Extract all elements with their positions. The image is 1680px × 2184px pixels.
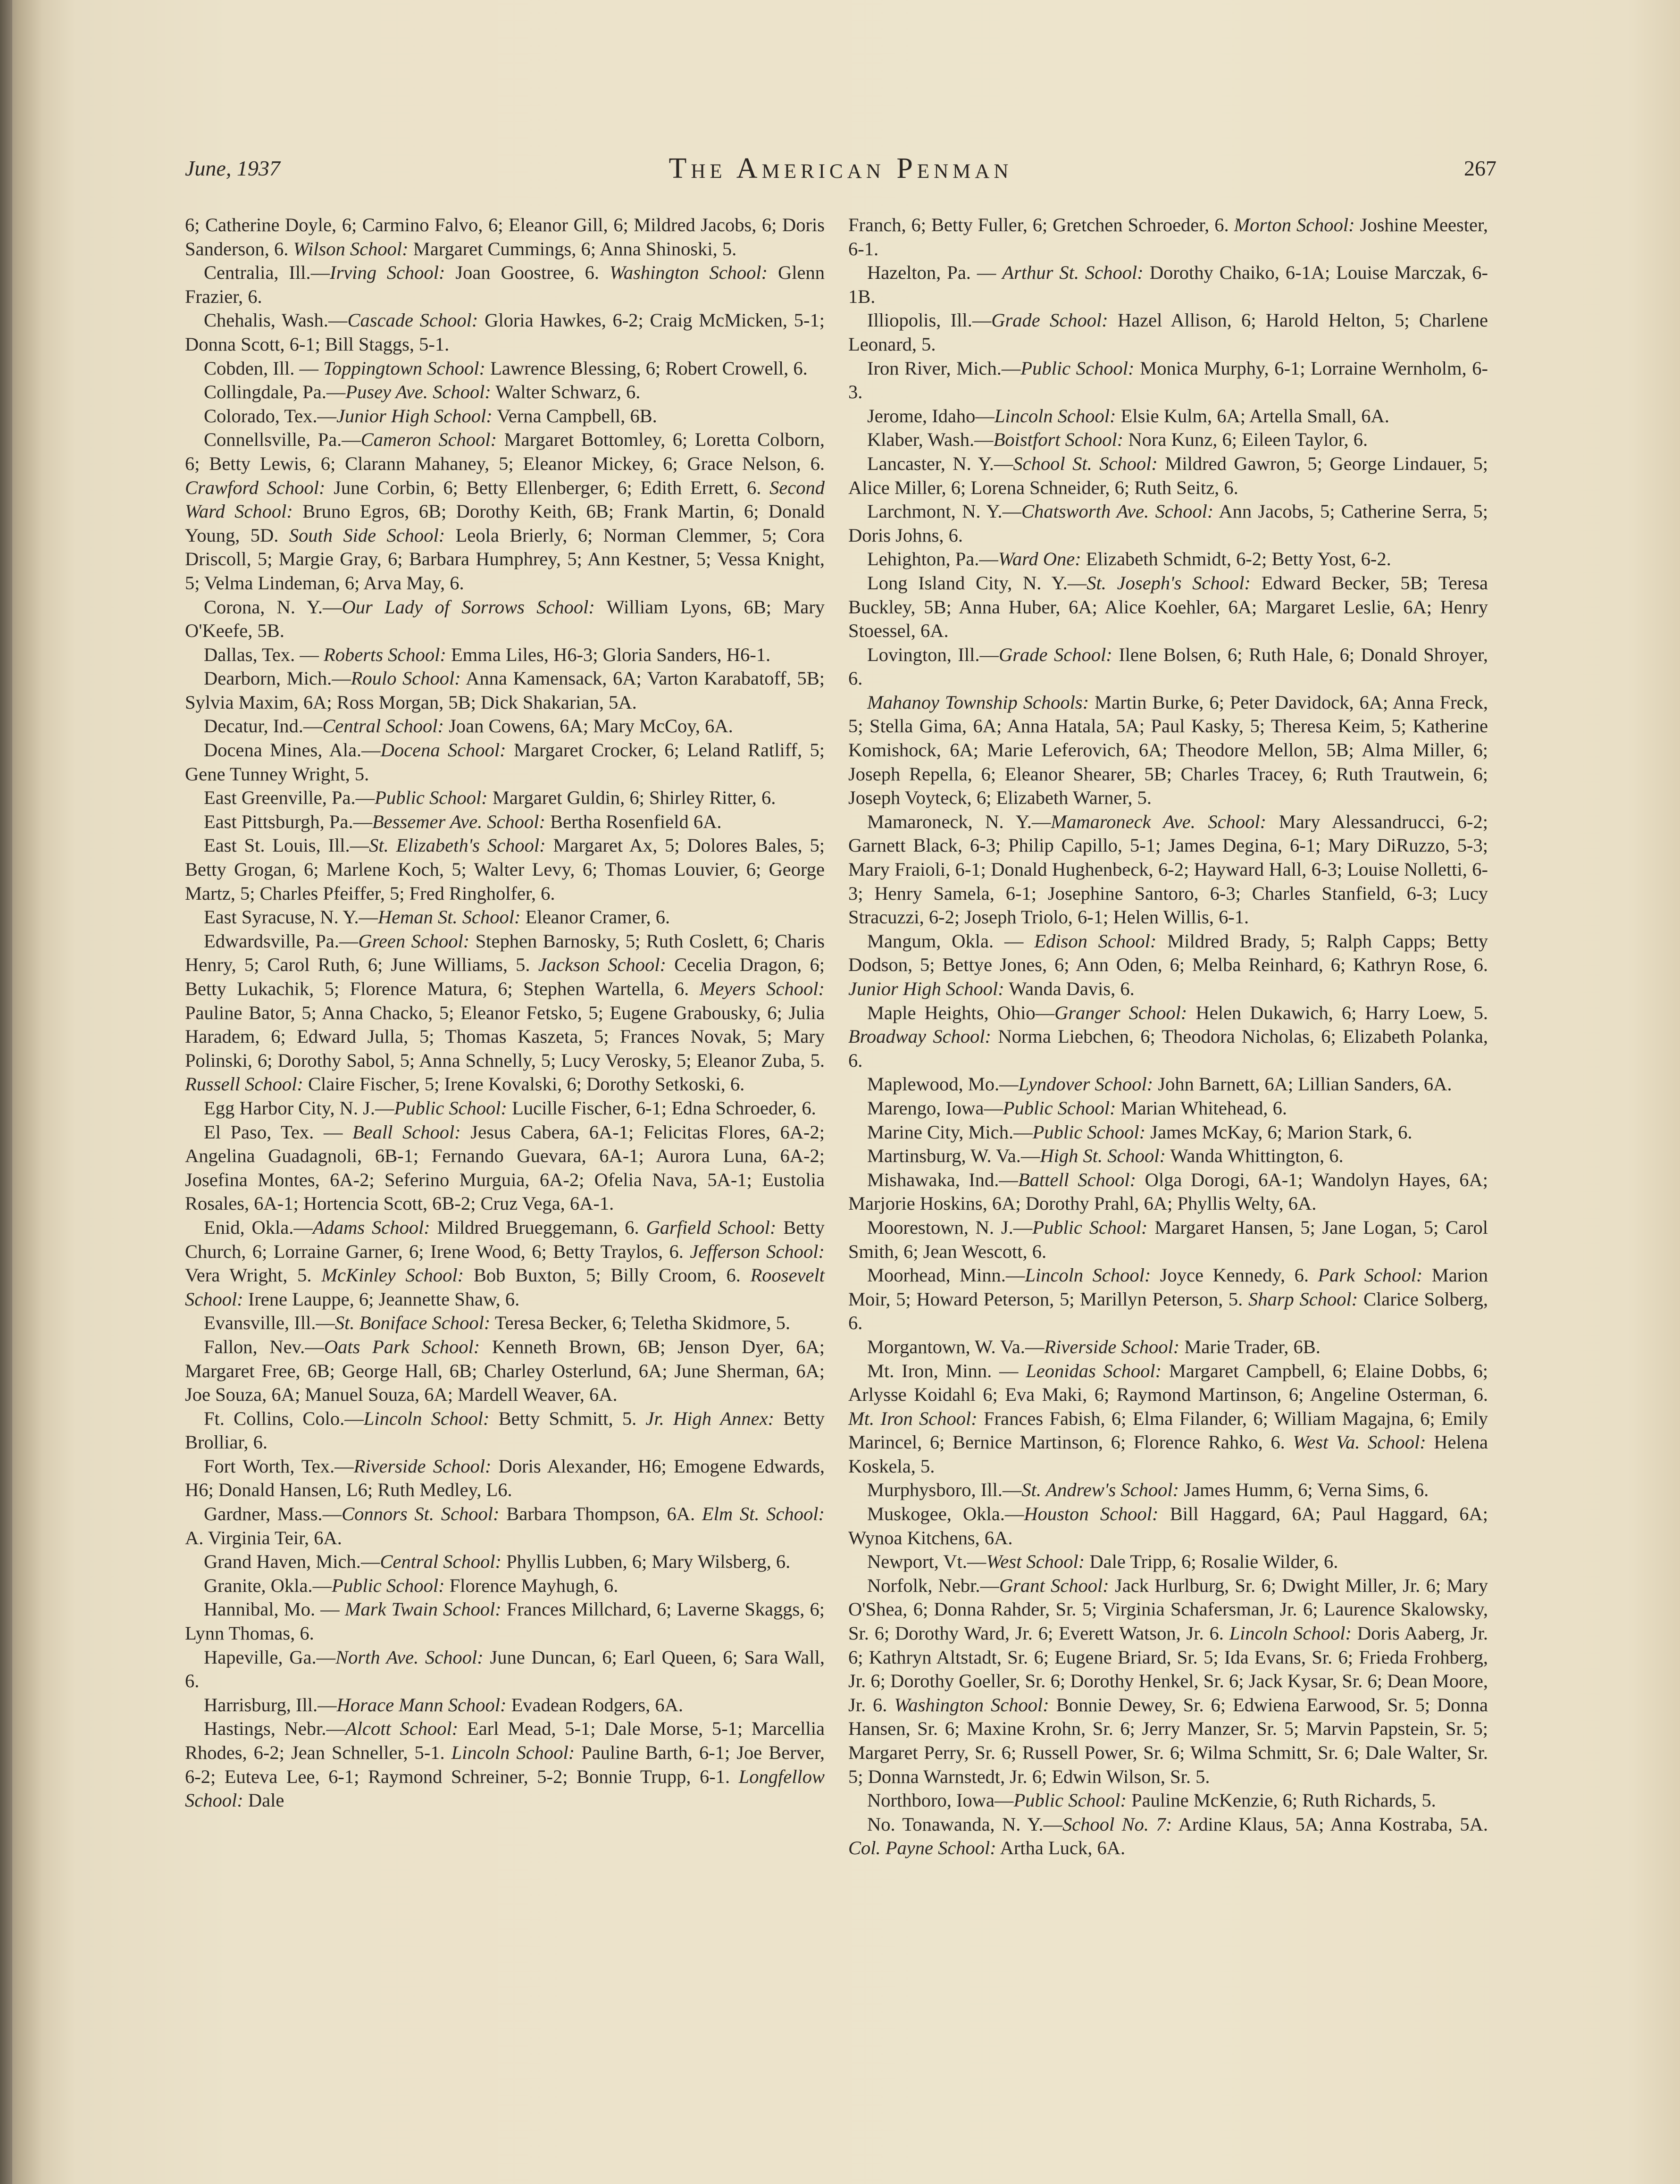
entry-text: Ilene Bolsen, 6; Ruth Hale, 6; Donald Shroyer, 6.	[848, 644, 1488, 689]
roster-entry	[848, 1574, 1488, 1789]
entry-text: Edward Becker, 5B; Teresa Buckley, 5B; Anna Huber, 6A; Alice Koehler, 6A; Margaret Leslie, 6A; Henry Stoessel, 6A.	[848, 572, 1488, 642]
roster-entry	[848, 357, 1488, 404]
entry-text: Jerome, Idaho—	[867, 405, 995, 427]
roster-entry	[848, 643, 1488, 691]
entry-text: Joyce Kennedy, 6.	[1151, 1264, 1318, 1286]
school-name: Beall School:	[352, 1121, 461, 1143]
school-name: St. Andrew's School:	[1021, 1479, 1179, 1501]
school-name: Chatsworth Ave. School:	[1021, 501, 1214, 522]
school-name: Morton School:	[1234, 214, 1355, 235]
entry-text: Eleanor Cramer, 6.	[520, 906, 670, 928]
roster-entry	[848, 1813, 1488, 1860]
entry-text: Long Island City, N. Y.—	[867, 572, 1087, 594]
school-name: Central School:	[322, 715, 444, 737]
entry-text: James McKay, 6; Marion Stark, 6.	[1145, 1121, 1413, 1143]
entry-text: Clarice Solberg, 6.	[848, 1288, 1488, 1334]
entry-text: Mangum, Okla. —	[867, 930, 1035, 952]
entry-text: Florence Mayhugh, 6.	[444, 1574, 619, 1596]
entry-text: June Duncan, 6; Earl Queen, 6; Sara Wall, 6.	[185, 1646, 825, 1692]
school-name: Lincoln School:	[363, 1407, 490, 1429]
school-name: Connors St. School:	[342, 1503, 500, 1525]
school-name: Roberts School:	[324, 644, 446, 665]
school-name: Lincoln School:	[1025, 1264, 1151, 1286]
entry-text: Moorestown, N. J.—	[867, 1216, 1033, 1238]
entry-text: Iron River, Mich.—	[867, 357, 1021, 379]
entry-text: Vera Wright, 5.	[185, 1264, 322, 1286]
entry-text: Cobden, Ill. —	[204, 357, 324, 379]
entry-text: Maple Heights, Ohio—	[867, 1002, 1055, 1023]
school-name: Washington School:	[894, 1694, 1049, 1715]
roster-entry	[848, 452, 1488, 500]
school-name: High St. School:	[1040, 1145, 1166, 1167]
school-name: Green School:	[358, 930, 470, 952]
entry-text: Frances Millchard, 6; Laverne Skaggs, 6; Lynn Thomas, 6.	[185, 1598, 825, 1644]
entry-text: Doris Aaberg, Jr. 6; Kathryn Altstadt, Sr. 6; Eugene Briard, Sr. 5; Ida Evans, Sr. 6; Frieda Frohberg, Jr. 6; Dorothy Goeller, Sr. 6; Dorothy Henkel, Sr. 6; Jack Kysar, Sr. 6; Dean Moore, Jr. 6.	[848, 1623, 1488, 1715]
entry-text: June Corbin, 6; Betty Ellenberger, 6; Edith Errett, 6.	[325, 477, 770, 498]
entry-text: Cecelia Dragon, 6; Betty Lukachik, 5; Florence Matura, 6; Stephen Wartella, 6.	[185, 954, 825, 999]
entry-text: Hazelton, Pa. —	[867, 262, 1003, 284]
roster-entry	[848, 547, 1488, 571]
roster-entry	[185, 1717, 825, 1812]
entry-text: Marie Trader, 6B.	[1179, 1336, 1321, 1357]
entry-text: Monica Murphy, 6-1; Lorraine Wernholm, 6-3.	[848, 357, 1488, 403]
school-name: Central School:	[380, 1551, 502, 1573]
entry-text: Franch, 6; Betty Fuller, 6; Gretchen Schroeder, 6.	[848, 214, 1234, 235]
entry-text: Kenneth Brown, 6B; Jenson Dyer, 6A; Margaret Free, 6B; George Hall, 6B; Charley Osterlund, 6A; June Sherman, 6A; Joe Souza, 6A; Manuel Souza, 6A; Mardell Weaver, 6A.	[185, 1336, 825, 1406]
roster-entry	[185, 1455, 825, 1502]
entry-text: Walter Schwarz, 6.	[491, 381, 641, 403]
entry-text: Elsie Kulm, 6A; Artella Small, 6A.	[1116, 405, 1389, 427]
entry-text: Emma Liles, H6-3; Gloria Sanders, H6-1.	[446, 644, 771, 665]
entry-text: Ardine Klaus, 5A; Anna Kostraba, 5A.	[1172, 1813, 1488, 1835]
entry-text: Illiopolis, Ill.—	[867, 310, 992, 331]
school-name: Our Lady of Sorrows School:	[342, 596, 595, 618]
entry-text: Pauline McKenzie, 6; Ruth Richards, 5.	[1127, 1790, 1436, 1811]
entry-text: Lawrence Blessing, 6; Robert Crowell, 6.	[485, 357, 808, 379]
school-name: Grant School:	[999, 1574, 1109, 1596]
roster-entry	[848, 1096, 1488, 1121]
school-name: Meyers School:	[699, 978, 825, 999]
entry-text: A. Virginia Teir, 6A.	[185, 1527, 342, 1548]
school-name: Irving School:	[330, 262, 445, 284]
roster-entry	[185, 810, 825, 834]
entry-text: James Humm, 6; Verna Sims, 6.	[1179, 1479, 1429, 1501]
entry-text: Mildred Gawron, 5; George Lindauer, 5; Alice Miller, 6; Lorena Schneider, 6; Ruth Seitz, 6.	[848, 452, 1488, 498]
school-name: Col. Payne School:	[848, 1837, 996, 1859]
roster-entry	[185, 428, 825, 595]
journal-title: The American Penman	[669, 152, 1013, 184]
entry-text: Newport, Vt.—	[867, 1551, 986, 1573]
entry-text: Teresa Becker, 6; Teletha Skidmore, 5.	[490, 1312, 791, 1334]
school-name: Garfield School:	[646, 1216, 777, 1238]
entry-text: Earl Mead, 5-1; Dale Morse, 5-1; Marcellia Rhodes, 6-2; Jean Schneller, 5-1.	[185, 1718, 825, 1763]
school-name: Mamaroneck Ave. School:	[1051, 811, 1267, 832]
school-name: Park School:	[1318, 1264, 1423, 1286]
roster-entry	[848, 1144, 1488, 1168]
school-name: St. Joseph's School:	[1087, 572, 1251, 594]
entry-text: Joshine Meester, 6-1.	[848, 214, 1488, 259]
school-name: Houston School:	[1024, 1503, 1159, 1525]
roster-entry	[185, 667, 825, 714]
roster-entry	[848, 1335, 1488, 1359]
roster-entry	[185, 1121, 825, 1216]
roster-entry	[848, 213, 1488, 261]
entry-text: Dale Tripp, 6; Rosalie Wilder, 6.	[1085, 1551, 1338, 1573]
school-name: Junior High School:	[848, 978, 1004, 999]
school-name: Bessemer Ave. School:	[372, 811, 546, 832]
roster-entry	[185, 1646, 825, 1693]
school-name: Public School:	[394, 1097, 508, 1119]
roster-entry	[848, 1001, 1488, 1073]
roster-entry	[185, 1407, 825, 1455]
entry-text: Glenn Frazier, 6.	[185, 262, 825, 307]
entry-text: Marengo, Iowa—	[867, 1097, 1003, 1119]
entry-text: Pauline Bator, 5; Anna Chacko, 5; Eleanor Fetsko, 5; Eugene Grabousky, 6; Julia Haradem, 6; Edward Julla, 5; Thomas Kaszeta, 5; Frances Novak, 5; Mary Polinski, 6; Dorothy Sabol, 5; Anna Schnelly, 5; Lucy Verosky, 5; Eleanor Zuba, 5.	[185, 1002, 825, 1071]
entry-text: Ann Jacobs, 5; Catherine Serra, 5; Doris Johns, 6.	[848, 501, 1488, 546]
entry-text: Hastings, Nebr.—	[204, 1718, 345, 1740]
entry-text: Mt. Iron, Minn. —	[867, 1360, 1026, 1381]
entry-text: Stephen Barnosky, 5; Ruth Coslett, 6; Charis Henry, 5; Carol Ruth, 6; June Williams, 5.	[185, 930, 825, 976]
entry-text: Joan Goostree, 6.	[445, 262, 610, 284]
roster-entry	[848, 1264, 1488, 1335]
roster-entry	[185, 905, 825, 929]
school-name: Lyndover School:	[1018, 1073, 1153, 1095]
roster-entry	[185, 834, 825, 905]
school-name: Public School:	[1032, 1121, 1146, 1143]
school-name: Public School:	[1020, 357, 1135, 379]
entry-text: Dale	[243, 1790, 284, 1811]
school-name: Pusey Ave. School:	[345, 381, 491, 403]
entry-text: Harrisburg, Ill.—	[204, 1694, 337, 1715]
roster-entry	[185, 1096, 825, 1121]
entry-text: No. Tonawanda, N. Y.—	[867, 1813, 1062, 1835]
school-name: Mt. Iron School:	[848, 1407, 978, 1429]
roster-entry	[185, 786, 825, 810]
school-name: North Ave. School:	[335, 1646, 484, 1668]
school-name: Longfellow School:	[185, 1766, 825, 1811]
school-name: West School:	[986, 1551, 1085, 1573]
entry-text: Hazel Allison, 6; Harold Helton, 5; Charlene Leonard, 5.	[848, 310, 1488, 355]
roster-entry	[848, 1121, 1488, 1145]
school-name: Edison School:	[1034, 930, 1157, 952]
entry-text: Wanda Davis, 6.	[1004, 978, 1135, 999]
entry-text: Evadean Rodgers, 6A.	[506, 1694, 684, 1715]
roster-entry	[848, 1478, 1488, 1502]
roster-entry	[848, 1502, 1488, 1550]
entry-text: Norfolk, Nebr.—	[867, 1574, 999, 1596]
entry-text: Mishawaka, Ind.—	[867, 1169, 1018, 1190]
entry-text: Chehalis, Wash.—	[204, 310, 348, 331]
entry-text: Connellsville, Pa.—	[204, 429, 361, 451]
school-name: Russell School:	[185, 1073, 303, 1095]
entry-text: Decatur, Ind.—	[204, 715, 323, 737]
roster-entry	[848, 571, 1488, 643]
entry-text: Helena Koskela, 5.	[848, 1431, 1488, 1477]
roster-entry	[848, 428, 1488, 452]
school-name: Broadway School:	[848, 1026, 992, 1047]
roster-entry	[185, 404, 825, 428]
school-name: Adams School:	[312, 1216, 430, 1238]
school-name: Lincoln School:	[994, 405, 1116, 427]
entry-text: Ft. Collins, Colo.—	[204, 1407, 364, 1429]
school-name: South Side School:	[289, 524, 445, 546]
school-name: Leonidas School:	[1026, 1360, 1162, 1381]
entry-text: John Barnett, 6A; Lillian Sanders, 6A.	[1153, 1073, 1452, 1095]
roster-entry	[185, 738, 825, 786]
entry-text: Mildred Brady, 5; Ralph Capps; Betty Dodson, 5; Bettye Jones, 6; Ann Oden, 6; Melba Reinhard, 6; Kathryn Rose, 6.	[848, 930, 1488, 976]
entry-text: Collingdale, Pa.—	[204, 381, 346, 403]
entry-text: Docena Mines, Ala.—	[204, 739, 381, 761]
entry-text: Enid, Okla.—	[204, 1216, 313, 1238]
entry-text: Verna Campbell, 6B.	[492, 405, 657, 427]
entry-text: Helen Dukawich, 6; Harry Loew, 5.	[1187, 1002, 1488, 1023]
entry-text: Gloria Hawkes, 6-2; Craig McMicken, 5-1; Donna Scott, 6-1; Bill Staggs, 5-1.	[185, 310, 825, 355]
school-name: Horace Mann School:	[336, 1694, 507, 1715]
roster-entry	[185, 714, 825, 738]
roster-entry	[185, 1598, 825, 1645]
roster-entry	[185, 1502, 825, 1550]
entry-text: Mildred Brueggemann, 6.	[430, 1216, 646, 1238]
entry-text: Grand Haven, Mich.—	[204, 1551, 380, 1573]
entry-text: Leola Brierly, 6; Norman Clemmer, 5; Cora Driscoll, 5; Margie Gray, 6; Barbara Humphrey, 5; Ann Kestner, 5; Vessa Knight, 5; Velma Lindeman, 6; Arva May, 6.	[185, 524, 825, 594]
entry-text: Olga Dorogi, 6A-1; Wandolyn Hayes, 6A; Marjorie Hoskins, 6A; Dorothy Prahl, 6A; Phyllis Welty, 6A.	[848, 1169, 1488, 1214]
roster-entry	[185, 357, 825, 381]
roster-entry	[185, 213, 825, 261]
entry-text: Granite, Okla.—	[204, 1574, 332, 1596]
school-name: Washington School:	[609, 262, 768, 284]
page-number: 267	[1464, 156, 1496, 180]
entry-text: Margaret Bottomley, 6; Loretta Colborn, 6; Betty Lewis, 6; Clarann Mahaney, 5; Eleanor Mickey, 6; Grace Nelson, 6.	[185, 429, 825, 474]
entry-text: Mary Alessandrucci, 6-2; Garnett Black, 6-3; Philip Capillo, 5-1; James Degina, 6-1; Mary DiRuzzo, 5-3; Mary Fraioli, 6-1; Donald Hughenbeck, 6-2; Hayward Hall, 6-3; Louise Nolletti, 6-3; Henry Samela, 6-1; Josephine Santoro, 6-3; Charles Stanfield, 6-3; Lucy Stracuzzi, 6-2; Joseph Triolo, 6-1; Helen Willis, 6-1.	[848, 811, 1488, 928]
entry-text: Norma Liebchen, 6; Theodora Nicholas, 6; Elizabeth Polanka, 6.	[848, 1026, 1488, 1071]
entry-text: Lehighton, Pa.—	[867, 548, 998, 570]
entry-text: Doris Alexander, H6; Emogene Edwards, H6; Donald Hansen, L6; Ruth Medley, L6.	[185, 1455, 825, 1501]
roster-entry	[185, 1335, 825, 1407]
entry-text: Martinsburg, W. Va.—	[867, 1145, 1040, 1167]
entry-text: Fallon, Nev.—	[204, 1336, 324, 1357]
text-column-left	[185, 213, 825, 1813]
running-header	[185, 152, 1496, 190]
entry-text: Margaret Crocker, 6; Leland Ratliff, 5; Gene Tunney Wright, 5.	[185, 739, 825, 785]
school-name: Elm St. School:	[702, 1503, 825, 1525]
roster-entry	[848, 1072, 1488, 1096]
entry-text: Egg Harbor City, N. J.—	[204, 1097, 394, 1119]
school-name: Roosevelt School:	[185, 1264, 825, 1310]
school-name: Junior High School:	[336, 405, 493, 427]
roster-entry	[848, 691, 1488, 810]
roster-entry	[848, 929, 1488, 1001]
entry-text: William Lyons, 6B; Mary O'Keefe, 5B.	[185, 596, 825, 642]
school-name: Public School:	[1003, 1097, 1116, 1119]
school-name: Jr. High Annex:	[645, 1407, 775, 1429]
entry-text: Betty Schmitt, 5.	[489, 1407, 646, 1429]
entry-text: Lovington, Ill.—	[867, 644, 999, 665]
school-name: Jefferson School:	[690, 1240, 825, 1262]
entry-text: Claire Fischer, 5; Irene Kovalski, 6; Dorothy Setkoski, 6.	[303, 1073, 745, 1095]
entry-text: Northboro, Iowa—	[867, 1790, 1014, 1811]
school-name: Heman St. School:	[377, 906, 521, 928]
roster-entry	[185, 261, 825, 309]
entry-text: Betty Church, 6; Lorraine Garner, 6; Irene Wood, 6; Betty Traylos, 6.	[185, 1216, 825, 1262]
entry-text: Bruno Egros, 6B; Dorothy Keith, 6B; Frank Martin, 6; Donald Young, 5D.	[185, 501, 825, 546]
entry-text: Moorhead, Minn.—	[867, 1264, 1025, 1286]
roster-entry	[185, 1693, 825, 1717]
entry-text: Marion Moir, 5; Howard Peterson, 5; Marillyn Peterson, 5.	[848, 1264, 1488, 1310]
entry-text: Bob Buxton, 5; Billy Croom, 6.	[464, 1264, 751, 1286]
school-name: St. Elizabeth's School:	[369, 835, 546, 856]
entry-text: East Syracuse, N. Y.—	[204, 906, 378, 928]
school-name: McKinley School:	[321, 1264, 464, 1286]
entry-text: Anna Kamensack, 6A; Varton Karabatoff, 5B; Sylvia Maxim, 6A; Ross Morgan, 5B; Dick Shakarian, 5A.	[185, 668, 825, 713]
entry-text: Lancaster, N. Y.—	[867, 452, 1013, 474]
entry-text: Bertha Rosenfield 6A.	[545, 811, 722, 832]
entry-text: Frances Fabish, 6; Elma Filander, 6; William Magajna, 6; Emily Marincel, 6; Bernice Martinson, 6; Florence Rahko, 6.	[848, 1407, 1488, 1453]
entry-text: Centralia, Ill.—	[204, 262, 330, 284]
roster-entry	[848, 1216, 1488, 1264]
roster-entry	[185, 380, 825, 404]
entry-text: Bonnie Dewey, Sr. 6; Edwiena Earwood, Sr. 5; Donna Hansen, Sr. 6; Maxine Krohn, Sr. 6; Jerry Manzer, Sr. 5; Marvin Papstein, Sr. 5; Margaret Perry, Sr. 6; Russell Power, Sr. 6; Wilma Schmitt, Sr. 6; Dale Walter, Sr. 5; Donna Warnstedt, Jr. 6; Edwin Wilson, Sr. 5.	[848, 1694, 1488, 1787]
school-name: Public School:	[375, 787, 488, 809]
entry-text: Betty Brolliar, 6.	[185, 1407, 825, 1453]
entry-text: Margaret Hansen, 5; Jane Logan, 5; Carol Smith, 6; Jean Wescott, 6.	[848, 1216, 1488, 1262]
roster-entry	[848, 1168, 1488, 1216]
binding-edge	[0, 0, 12, 2184]
school-name: Lincoln School:	[451, 1742, 575, 1763]
entry-text: Dallas, Tex. —	[204, 644, 324, 665]
entry-text: Bill Haggard, 6A; Paul Haggard, 6A; Wynoa Kitchens, 6A.	[848, 1503, 1488, 1548]
roster-entry	[185, 595, 825, 643]
entry-text: Martin Burke, 6; Peter Davidock, 6A; Anna Freck, 5; Stella Gima, 6A; Anna Hatala, 5A; Paul Kasky, 5; Theresa Keim, 5; Katherine Komishock, 6A; Marie Leferovich, 6A; Theodore Mellon, 5B; Alma Miller, 6; Joseph Repella, 6; Eleanor Shearer, 5B; Charles Tracey, 6; Ruth Trautwein, 6; Joseph Voyteck, 6; Elizabeth Warner, 5.	[848, 691, 1488, 809]
school-name: Public School:	[332, 1574, 445, 1596]
entry-text: Maplewood, Mo.—	[867, 1073, 1019, 1095]
school-name: Public School:	[1032, 1216, 1148, 1238]
entry-text: Wanda Whittington, 6.	[1166, 1145, 1344, 1167]
entry-text: Hannibal, Mo. —	[204, 1598, 345, 1620]
entry-text: Phyllis Lubben, 6; Mary Wilsberg, 6.	[501, 1551, 791, 1573]
school-name: Arthur St. School:	[1002, 262, 1144, 284]
school-name: Public School:	[1013, 1790, 1127, 1811]
school-name: Wilson School:	[293, 238, 409, 259]
entry-text: Barbara Thompson, 6A.	[499, 1503, 702, 1525]
entry-text: Hapeville, Ga.—	[204, 1646, 336, 1668]
entry-text: Evansville, Ill.—	[204, 1312, 335, 1334]
entry-text: Artha Luck, 6A.	[996, 1837, 1126, 1859]
school-name: Oats Park School:	[324, 1336, 480, 1357]
school-name: Second Ward School:	[185, 477, 825, 522]
entry-text: Jack Hurlburg, Sr. 6; Dwight Miller, Jr. 6; Mary O'Shea, 6; Donna Rahder, Sr. 5; Virginia Schafersman, Jr. 6; Laurence Skalowsky, Sr. 6; Dorothy Ward, Jr. 6; Everett Watson, Jr. 6.	[848, 1574, 1488, 1644]
entry-text: Joan Cowens, 6A; Mary McCoy, 6A.	[444, 715, 733, 737]
roster-entry	[848, 1359, 1488, 1479]
school-name: Toppingtown School:	[323, 357, 486, 379]
roster-entry	[848, 404, 1488, 428]
entry-text: Muskogee, Okla.—	[867, 1503, 1024, 1525]
entry-text: Colorado, Tex.—	[204, 405, 337, 427]
roster-entry	[185, 1216, 825, 1311]
entry-text: Margaret Campbell, 6; Elaine Dobbs, 6; Arlysse Koidahl 6; Eva Maki, 6; Raymond Martinson, 6; Angeline Osterman, 6.	[848, 1360, 1488, 1406]
school-name: Mark Twain School:	[344, 1598, 501, 1620]
entry-text: Larchmont, N. Y.—	[867, 501, 1022, 522]
text-column-right	[848, 213, 1488, 1860]
roster-entry	[185, 1311, 825, 1335]
roster-entry	[848, 500, 1488, 547]
school-name: Roulo School:	[351, 668, 461, 689]
entry-text: Dearborn, Mich.—	[204, 668, 351, 689]
entry-text: East Greenville, Pa.—	[204, 787, 375, 809]
school-name: Grade School:	[999, 644, 1112, 665]
school-name: Docena School:	[380, 739, 506, 761]
entry-text: Margaret Guldin, 6; Shirley Ritter, 6.	[487, 787, 776, 809]
entry-text: 6; Catherine Doyle, 6; Carmino Falvo, 6; Eleanor Gill, 6; Mildred Jacobs, 6; Doris Sanderson, 6.	[185, 214, 825, 259]
entry-text: East St. Louis, Ill.—	[204, 835, 369, 856]
entry-text: Marine City, Mich.—	[867, 1121, 1033, 1143]
school-name: Cascade School:	[347, 310, 478, 331]
school-name: Grade School:	[991, 310, 1108, 331]
entry-text: Jesus Cabera, 6A-1; Felicitas Flores, 6A-2; Angelina Guadagnoli, 6B-1; Fernando Guevara, 6A-1; Aurora Luna, 6A-2; Josefina Montes, 6A-2; Seferino Murguia, 6A-2; Ofelia Nava, 5A-1; Eustolia Rosales, 6A-1; Hortencia Scott, 6B-2; Cruz Vega, 6A-1.	[185, 1121, 825, 1214]
school-name: Boistfort School:	[993, 429, 1124, 451]
school-name: West Va. School:	[1293, 1431, 1426, 1453]
entry-text: Irene Lauppe, 6; Jeannette Shaw, 6.	[243, 1288, 520, 1310]
entry-text: Pauline Barth, 6-1; Joe Berver, 6-2; Euteva Lee, 6-1; Raymond Schreiner, 5-2; Bonnie Trupp, 6-1.	[185, 1742, 825, 1787]
roster-entry	[185, 929, 825, 1096]
entry-text: El Paso, Tex. —	[204, 1121, 352, 1143]
roster-entry	[848, 1789, 1488, 1813]
entry-text: Dorothy Chaiko, 6-1A; Louise Marczak, 6-1B.	[848, 262, 1488, 307]
entry-text: Gardner, Mass.—	[204, 1503, 342, 1525]
school-name: Lincoln School:	[1229, 1623, 1352, 1644]
school-name: Riverside School:	[1044, 1336, 1180, 1357]
roster-entry	[848, 261, 1488, 309]
school-name: Battell School:	[1018, 1169, 1137, 1190]
entry-text: Marian Whitehead, 6.	[1116, 1097, 1287, 1119]
entry-text: Margaret Ax, 5; Dolores Bales, 5; Betty Grogan, 6; Marlene Koch, 5; Walter Levy, 6; Thomas Louvier, 6; George Martz, 5; Charles Pfeiffer, 5; Fred Ringholfer, 6.	[185, 835, 825, 904]
entry-text: East Pittsburgh, Pa.—	[204, 811, 373, 832]
school-name: Mahanoy Township Schools:	[867, 691, 1089, 713]
entry-text: Margaret Cummings, 6; Anna Shinoski, 5.	[408, 238, 737, 259]
entry-text: Edwardsville, Pa.—	[204, 930, 359, 952]
roster-entry	[848, 1550, 1488, 1574]
school-name: School St. School:	[1013, 452, 1158, 474]
school-name: Cameron School:	[360, 429, 497, 451]
roster-entry	[185, 1574, 825, 1598]
school-name: Granger School:	[1054, 1002, 1187, 1023]
school-name: Crawford School:	[185, 477, 326, 498]
school-name: Ward One:	[998, 548, 1081, 570]
roster-entry	[848, 309, 1488, 356]
roster-entry	[185, 1550, 825, 1574]
entry-text: Murphysboro, Ill.—	[867, 1479, 1022, 1501]
entry-text: Corona, N. Y.—	[204, 596, 342, 618]
school-name: School No. 7:	[1062, 1813, 1172, 1835]
school-name: Riverside School:	[353, 1455, 492, 1477]
entry-text: Morgantown, W. Va.—	[867, 1336, 1045, 1357]
entry-text: Lucille Fischer, 6-1; Edna Schroeder, 6.	[507, 1097, 816, 1119]
roster-entry	[185, 643, 825, 667]
entry-text: Elizabeth Schmidt, 6-2; Betty Yost, 6-2.	[1081, 548, 1391, 570]
school-name: St. Boniface School:	[334, 1312, 491, 1334]
roster-entry	[848, 810, 1488, 929]
school-name: Jackson School:	[538, 954, 667, 976]
entry-text: Mamaroneck, N. Y.—	[867, 811, 1051, 832]
entry-text: Klaber, Wash.—	[867, 429, 994, 451]
school-name: Sharp School:	[1248, 1288, 1358, 1310]
entry-text: Fort Worth, Tex.—	[204, 1455, 354, 1477]
roster-entry	[185, 309, 825, 356]
entry-text: Nora Kunz, 6; Eileen Taylor, 6.	[1123, 429, 1368, 451]
school-name: Alcott School:	[345, 1718, 459, 1740]
header-date: June, 1937	[185, 156, 280, 180]
